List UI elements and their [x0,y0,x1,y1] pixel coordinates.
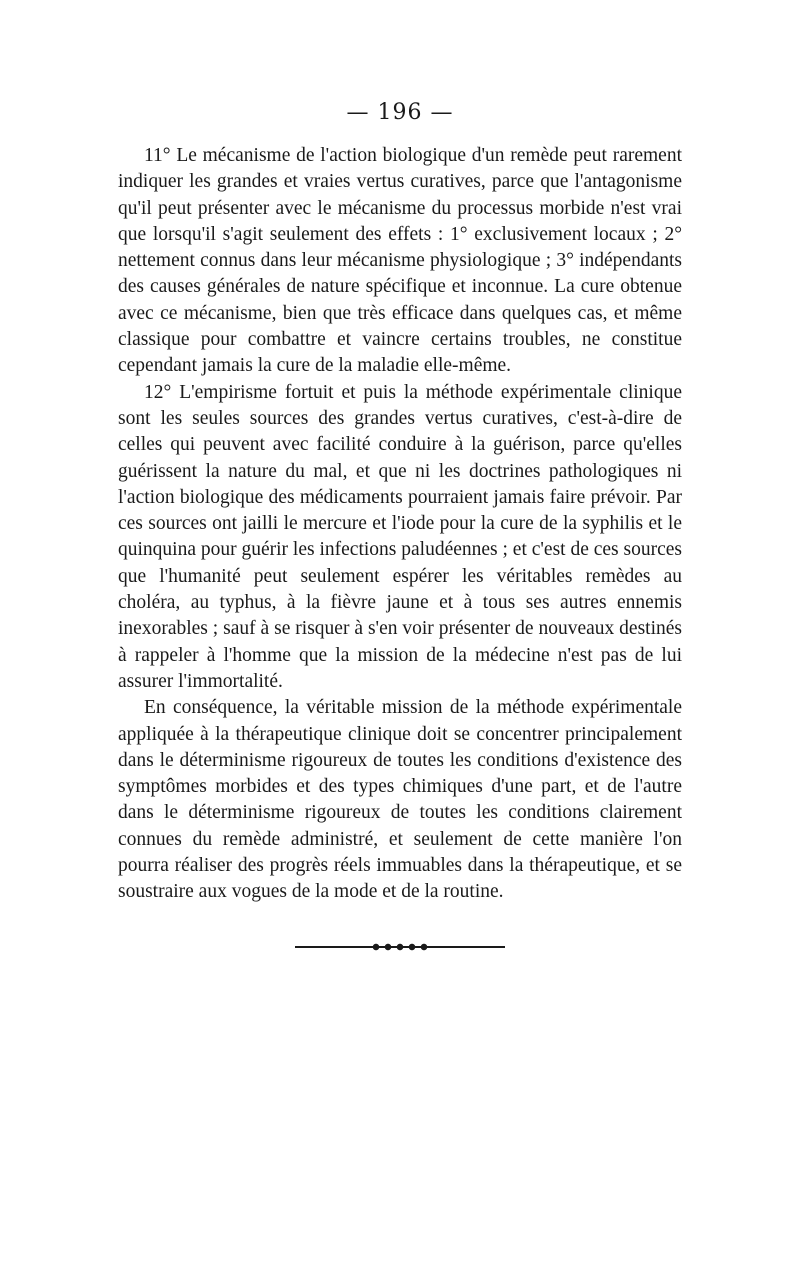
decorative-rule [295,940,505,954]
rule-ornament [370,942,430,952]
page-number: — 196 — [346,100,454,125]
paragraph-11: 11° Le mécanisme de l'action biologique d'un remède peut rarement indiquer les grandes et vraies vertus curatives, parce que l'antagonisme qu'il peut présenter avec le mécanisme du processus morbide n'est vrai que lorsqu'il s'agit seulement des effets : 1° exclusivement locaux ; 2° nettement connus dans leur mécanisme physiologique ; 3° indépendants des causes générales de nature spécifique et inconnue. La cure obtenue avec ce mécanisme, bien que très efficace dans quelques cas, et même classique pour combattre et vaincre certains troubles, ne constitue cependant jamais la cure de la maladie elle-même. [118,145,682,377]
paragraph-12: 12° L'empirisme fortuit et puis la méthode expérimentale clinique sont les seules sources des grandes vertus curatives, c'est-à-dire de celles qui peuvent avec facilité conduire à la guérison, parce qu'elles guérissent la nature du mal, et que ni les doctrines pathologiques ni l'action biologique des médicaments pourraient jamais faire prévoir. Par ces sources ont jailli le mercure et l'iode pour la cure de la syphilis et le quinquina pour guérir les infections paludéennes ; et c'est de ces sources que l'humanité peut seulement espérer les véritables remèdes au choléra, au typhus, à la fièvre jaune et à tous ses autres ennemis inexorables ; sauf à se risquer à s'en voir présenter de nouveaux destinés à rappeler à l'homme que la mission de la médecine n'est pas de lui assurer l'immortalité. [118,381,682,692]
body-text [118,143,682,906]
paragraph-conclusion: En conséquence, la véritable mission de la méthode expérimentale appliquée à la thérapeutique clinique doit se concentrer principalement dans le déterminisme rigoureux de toutes les conditions d'existence des symptômes morbides et des types chimiques d'une part, et de l'autre dans le déterminisme rigoureux de toutes les conditions clairement connues du remède administré, et seulement de cette manière l'on pourra réaliser des progrès réels immuables dans la thérapeutique, et se soustraire aux vogues de la mode et de la routine. [118,697,682,903]
